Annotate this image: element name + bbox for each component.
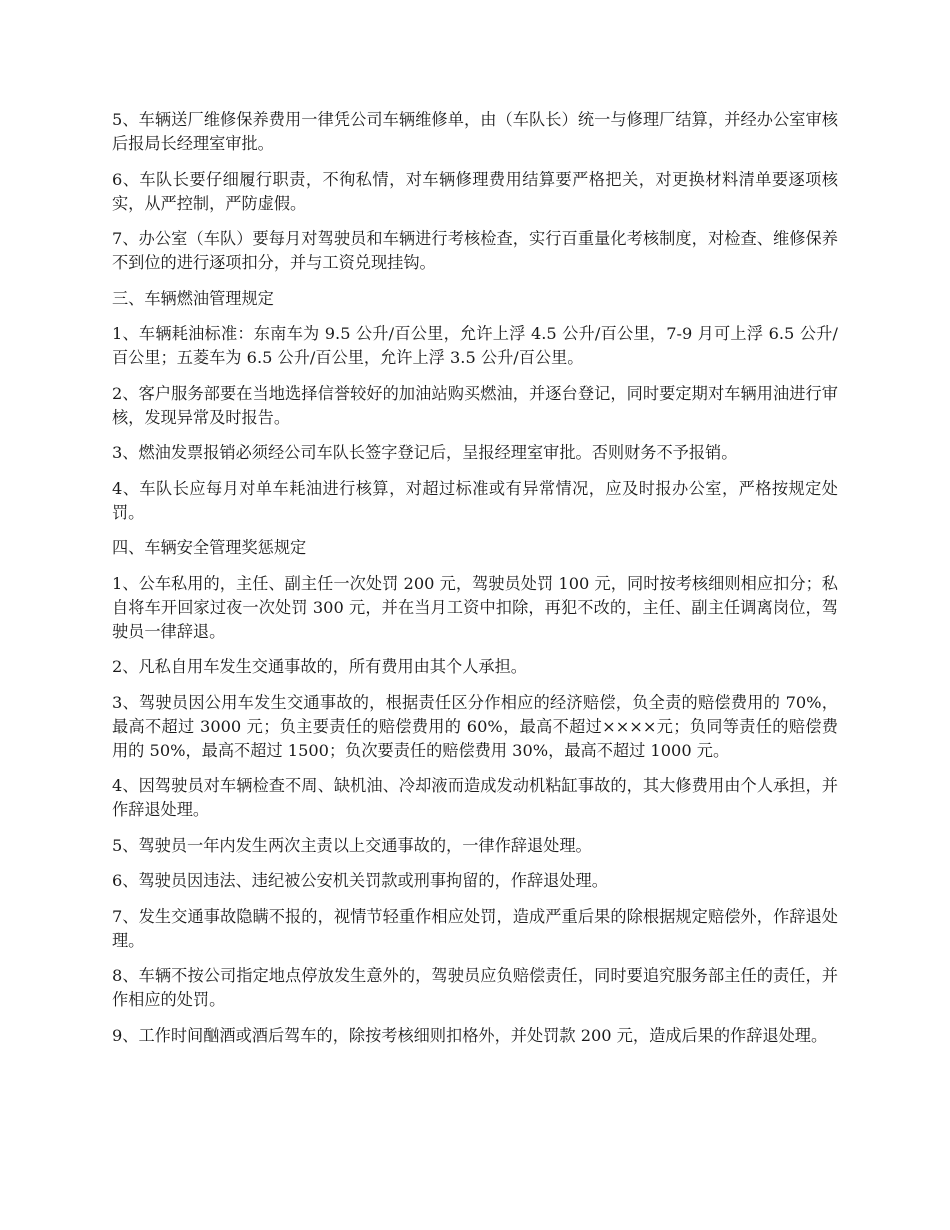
paragraph-item-7-monthly-inspection: 7、办公室（车队）要每月对驾驶员和车辆进行考核检查，实行百重量化考核制度，对检查、维修保养不到位的进行逐项扣分，并与工资兑现挂钩。 [112, 229, 838, 272]
paragraph-safety-item-2-private-accident: 2、凡私自用车发生交通事故的，所有费用由其个人承担。 [112, 657, 527, 676]
paragraph-item-5-repair-settlement: 5、车辆送厂维修保养费用一律凭公司车辆维修单，由（车队长）统一与修理厂结算，并经办公室审核后报局长经理室审批。 [112, 110, 838, 153]
document-body [112, 108, 838, 1059]
paragraph-safety-item-3-official-accident: 3、驾驶员因公用车发生交通事故的，根据责任区分作相应的经济赔偿，负全责的赔偿费用的 70%，最高不超过 3000 元；负主要责任的赔偿费用的 60%，最高不超过××××元；负同等责任的赔偿费用的 50%，最高不超过 1500；负次要责任的赔偿费用 30%，最高不超过 1000 元。 [112, 692, 838, 760]
paragraph-fuel-item-2-fuel-purchase: 2、客户服务部要在当地选择信誉较好的加油站购买燃油，并逐台登记，同时要定期对车辆用油进行审核，发现异常及时报告。 [112, 383, 838, 427]
paragraph-safety-item-4-engine-damage: 4、因驾驶员对车辆检查不周、缺机油、冷却液而造成发动机粘缸事故的，其大修费用由个人承担，并作辞退处理。 [112, 776, 838, 819]
paragraph-fuel-item-4-monthly-accounting: 4、车队长应每月对单车耗油进行核算，对超过标准或有异常情况，应及时报办公室，严格按规定处罚。 [112, 478, 838, 522]
paragraph-safety-item-9-drunk-driving: 9、工作时间酗酒或酒后驾车的，除按考核细则扣格外，并处罚款 200 元，造成后果的作辞退处理。 [112, 1025, 828, 1045]
paragraph-safety-item-7-concealment: 7、发生交通事故隐瞒不报的，视情节轻重作相应处罚，造成严重后果的除根据规定赔偿外，作辞退处理。 [112, 906, 838, 950]
paragraph-item-6-captain-duties: 6、车队长要仔细履行职责，不徇私情，对车辆修理费用结算要严格把关，对更换材料清单要逐项核实，从严控制，严防虚假。 [112, 169, 838, 213]
paragraph-safety-item-6-violations: 6、驾驶员因违法、违纪被公安机关罚款或刑事拘留的，作辞退处理。 [112, 871, 608, 890]
paragraph-safety-item-8-parking: 8、车辆不按公司指定地点停放发生意外的，驾驶员应负赔偿责任，同时要追究服务部主任的责任，并作相应的处罚。 [112, 966, 838, 1009]
paragraph-fuel-item-3-invoice-reimbursement: 3、燃油发票报销必须经公司车队长签字登记后，呈报经理室审批。否则财务不予报销。 [112, 443, 738, 462]
paragraph-safety-item-5-repeat-accidents: 5、驾驶员一年内发生两次主责以上交通事故的，一律作辞退处理。 [112, 835, 592, 855]
paragraph-safety-item-1-private-use: 1、公车私用的，主任、副主任一次处罚 200 元，驾驶员处罚 100 元，同时按考核细则相应扣分；私自将车开回家过夜一次处罚 300 元，并在当月工资中扣除，再犯不改的，主任、副主任调离岗位，驾驶员一律辞退。 [112, 573, 838, 641]
section-heading-fuel-management: 三、车辆燃油管理规定 [112, 288, 274, 308]
section-heading-safety-rewards-penalties: 四、车辆安全管理奖惩规定 [112, 538, 307, 557]
paragraph-fuel-item-1-consumption-standard: 1、车辆耗油标准：东南车为 9.5 公升/百公里，允许上浮 4.5 公升/百公里，7-9 月可上浮 6.5 公升/百公里；五菱车为 6.5 公升/百公里，允许上浮 3.5 公升/百公里。 [112, 324, 838, 367]
